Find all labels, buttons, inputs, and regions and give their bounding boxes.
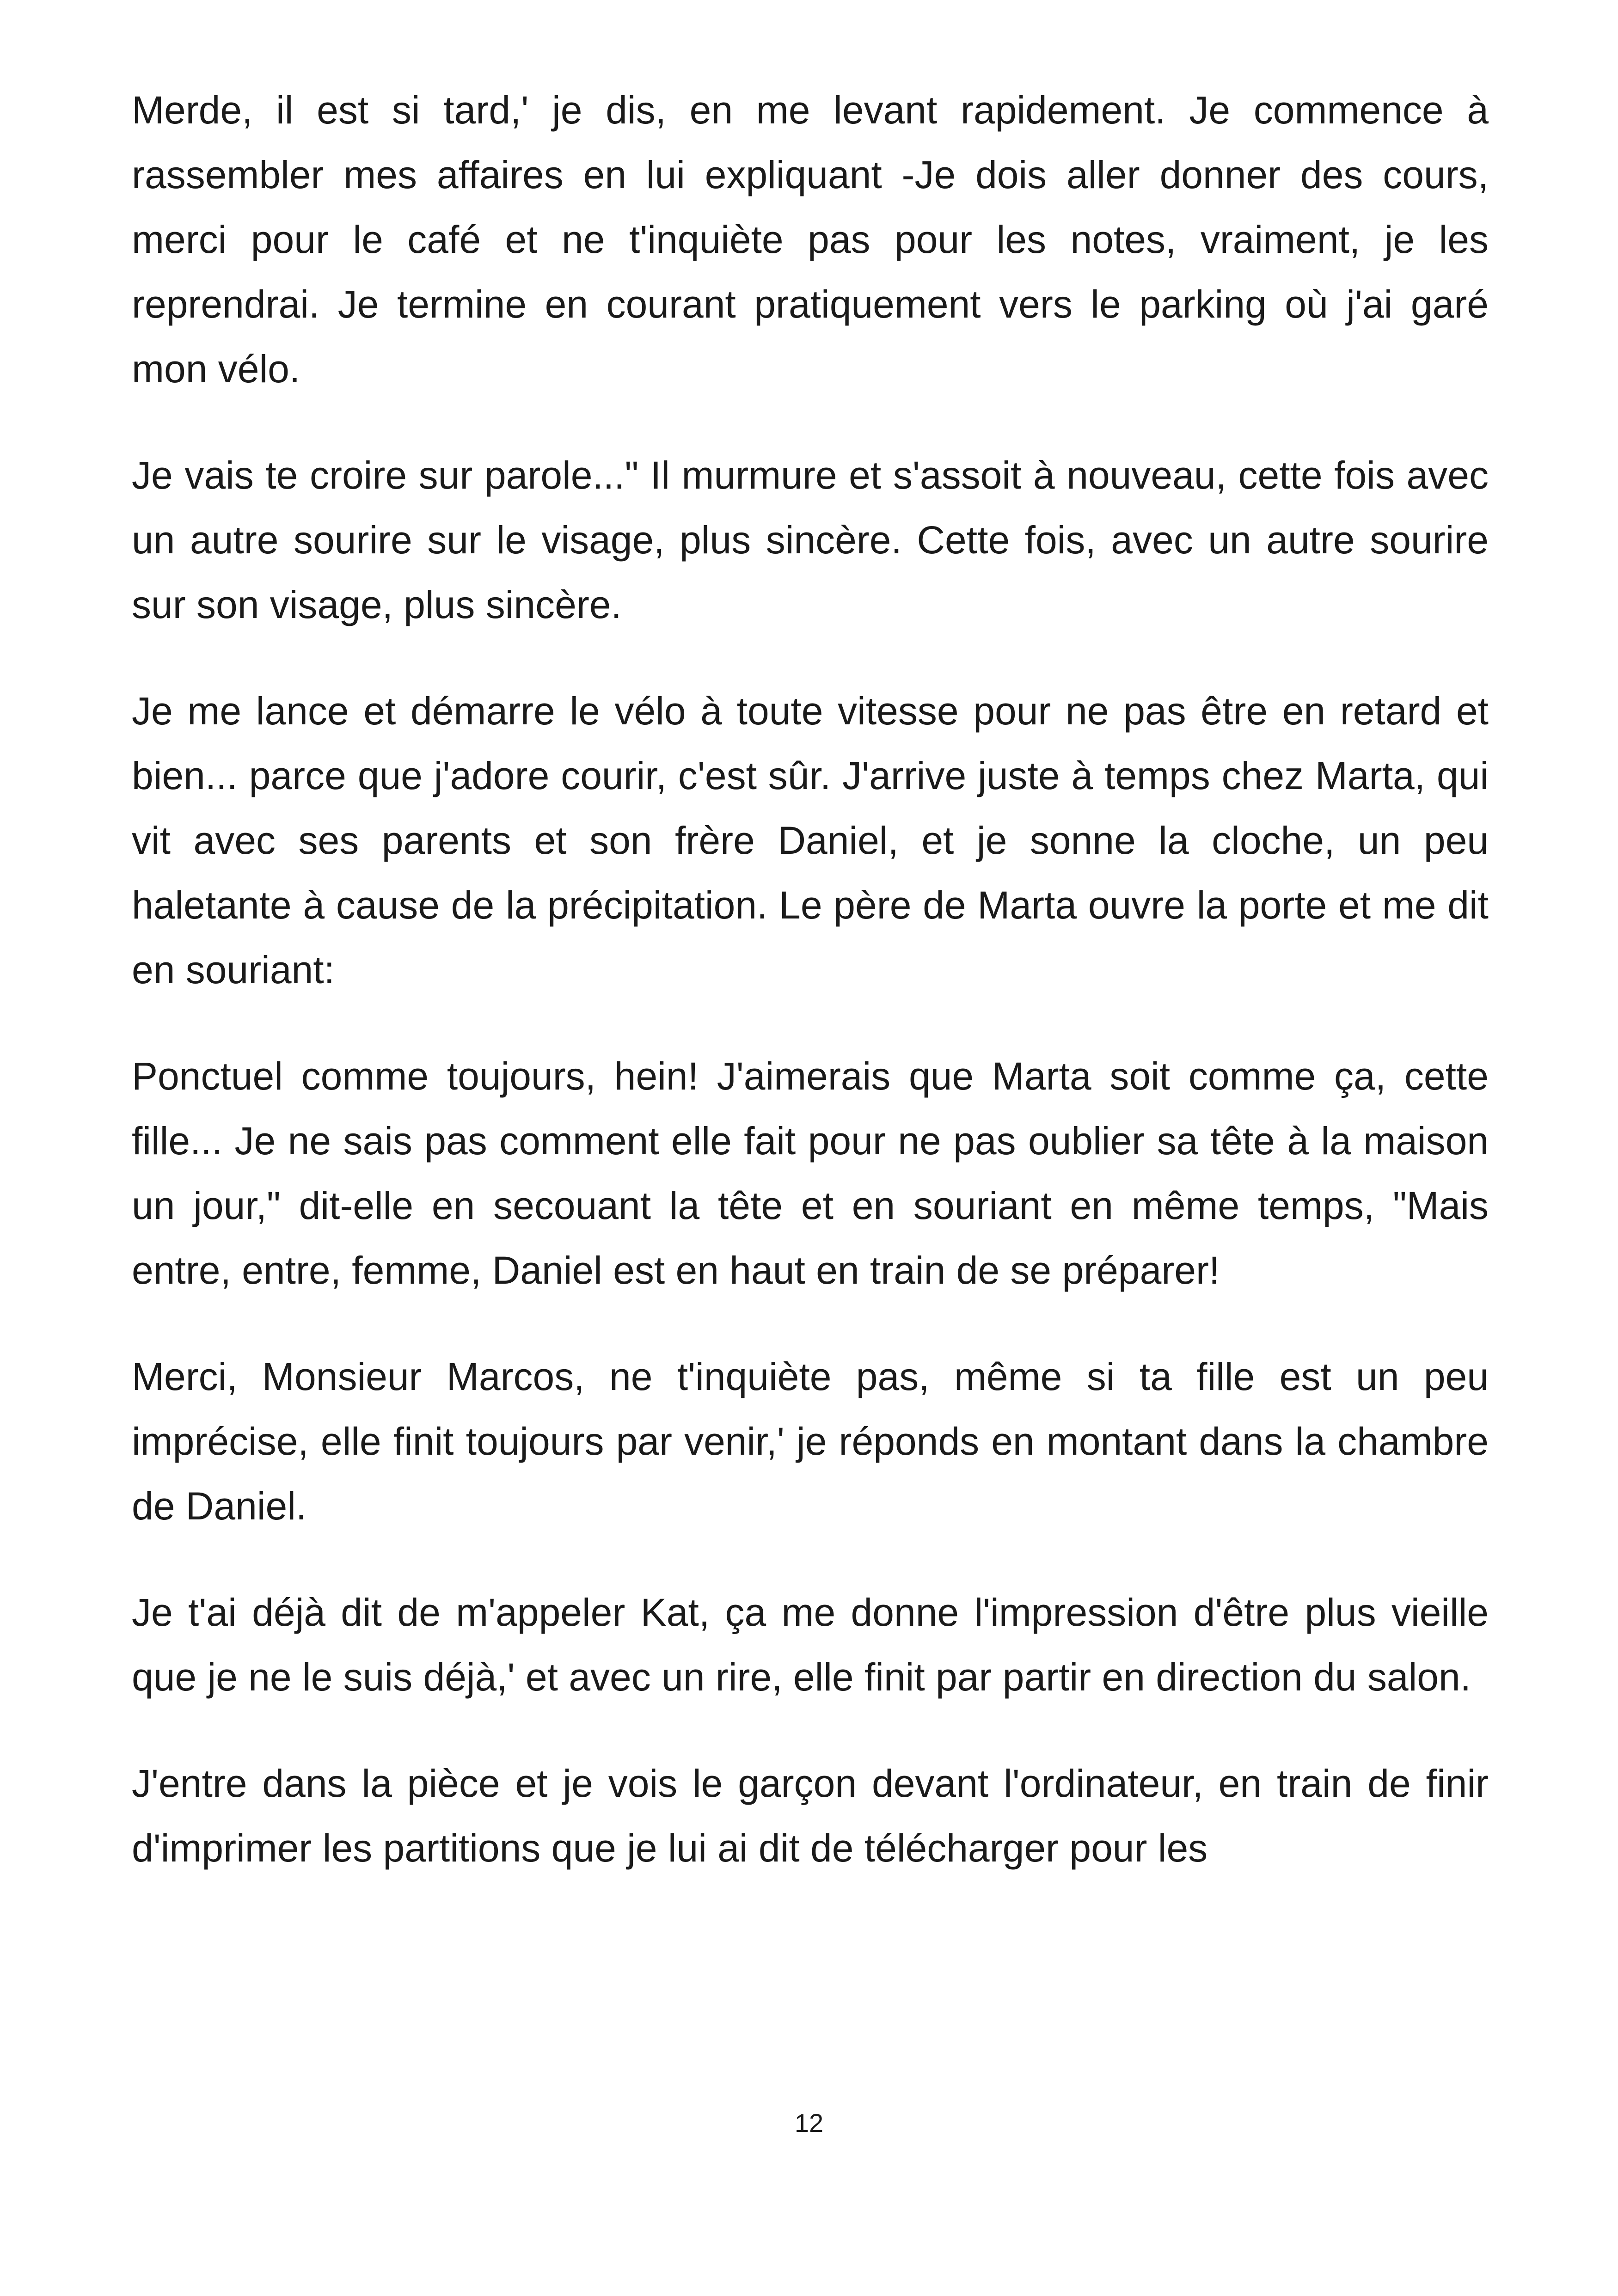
paragraph-1: Merde, il est si tard,' je dis, en me levant rapidement. Je commence à rassembler mes affaires en lui expliquant -Je dois aller donner des cours, merci pour le café et ne t'inquiète pas pour les notes, vraiment, je les reprendrai. Je termine en courant pratiquement vers le parking où j'ai garé mon vélo. xyxy=(132,88,1489,391)
paragraph-7: J'entre dans la pièce et je vois le garçon devant l'ordinateur, en train de finir d'imprimer les partitions que je lui ai dit de télécharger pour les xyxy=(132,1762,1489,1870)
paragraph-5: Merci, Monsieur Marcos, ne t'inquiète pas, même si ta fille est un peu imprécise, elle finit toujours par venir,' je réponds en montant dans la chambre de Daniel. xyxy=(132,1355,1489,1528)
paragraph-2: Je vais te croire sur parole..." Il murmure et s'assoit à nouveau, cette fois avec un autre sourire sur le visage, plus sincère. Cette fois, avec un autre sourire sur son visage, plus sincère. xyxy=(132,453,1489,626)
paragraph-4: Ponctuel comme toujours, hein! J'aimerais que Marta soit comme ça, cette fille... Je ne sais pas comment elle fait pour ne pas oublier sa tête à la maison un jour," dit-elle en secouant la tête et en souriant en même temps, "Mais entre, entre, femme, Daniel est en haut en train de se préparer! xyxy=(132,1054,1489,1292)
body-text xyxy=(132,78,1489,1922)
page-number: 12 xyxy=(794,2108,824,2137)
paragraph-3: Je me lance et démarre le vélo à toute vitesse pour ne pas être en retard et bien... parce que j'adore courir, c'est sûr. J'arrive juste à temps chez Marta, qui vit avec ses parents et son frère Daniel, et je sonne la cloche, un peu haletante à cause de la précipitation. Le père de Marta ouvre la porte et me dit en souriant: xyxy=(132,689,1489,992)
paragraph-6: Je t'ai déjà dit de m'appeler Kat, ça me donne l'impression d'être plus vieille que je ne le suis déjà,' et avec un rire, elle finit par partir en direction du salon. xyxy=(132,1591,1489,1699)
